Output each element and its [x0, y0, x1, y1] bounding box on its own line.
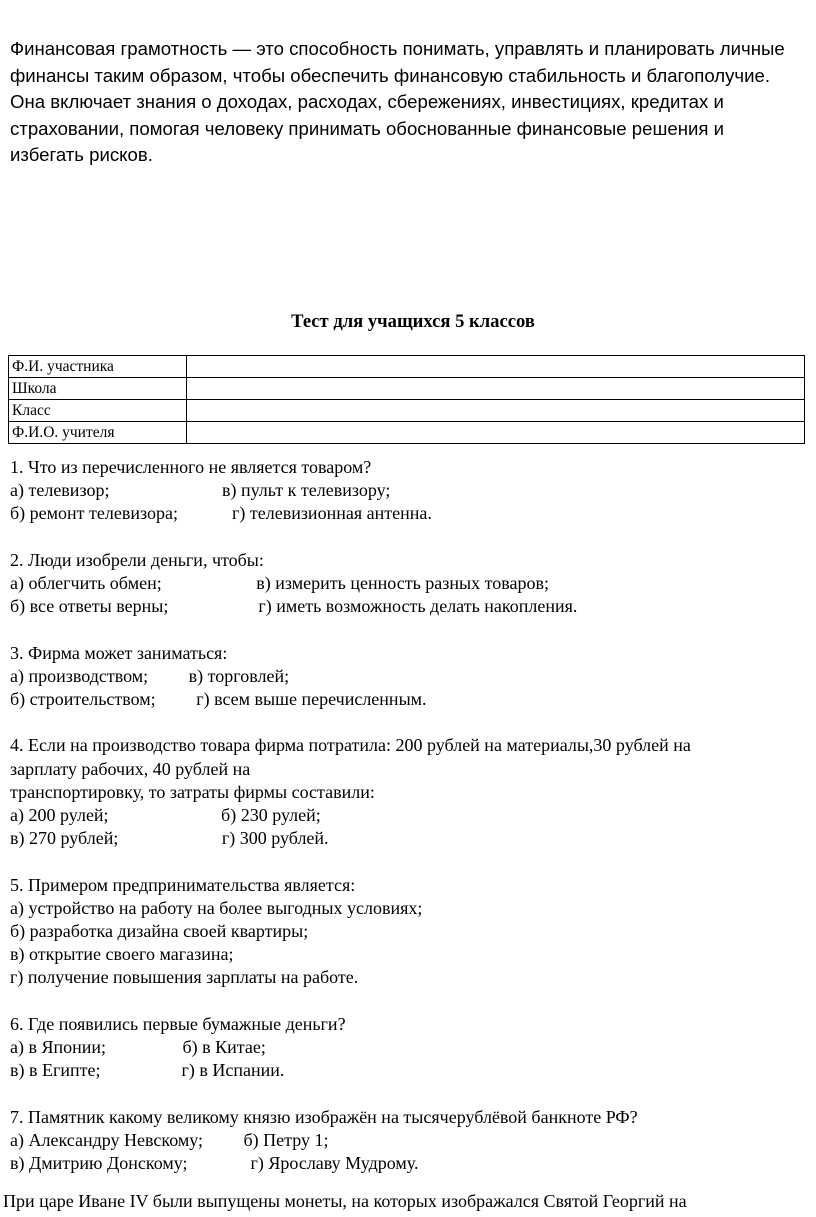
row-label: Класс: [9, 400, 187, 422]
question-text: зарплату рабочих, 40 рублей на: [10, 758, 251, 779]
table-row: [9, 400, 805, 422]
question-4: [10, 734, 810, 850]
answer-options: а) облегчить обмен; в) измерить ценность разных товаров;: [10, 573, 549, 593]
closing-text: При царе Иване IV были выпущены монеты, на которых изображался Святой Георгий на: [3, 1191, 687, 1211]
question-text: 4. Если на производство товара фирма потратила: 200 рублей на материалы,30 рублей на: [10, 735, 691, 756]
question-text: транспортировку, то затраты фирмы составили:: [10, 781, 375, 802]
answer-options: а) Александру Невскому; б) Петру 1;: [10, 1129, 329, 1150]
answer-options: б) строительством; г) всем выше перечисленным.: [10, 689, 427, 709]
question-3: [10, 642, 810, 712]
answer-options: б) все ответы верны; г) иметь возможность делать накопления.: [10, 596, 578, 617]
intro-paragraph: Финансовая грамотность — это способность понимать, управлять и планировать личные финансы таким образом, чтобы обеспечить финансовую стабильность и благополучие. Она включает знания о доходах, расходах, сбережениях, инвестициях, кредитах и страховании, помогая человеку принимать обоснованные финансовые решения и избегать рисков.: [10, 38, 785, 166]
row-value: [187, 378, 805, 400]
row-label: Школа: [9, 378, 187, 400]
questions-list: [10, 456, 810, 1198]
participant-info-table: [8, 355, 805, 444]
answer-option: б) разработка дизайна своей квартиры;: [10, 921, 309, 941]
answer-option: г) получение повышения зарплаты на работе.: [10, 967, 359, 988]
question-7: [10, 1106, 810, 1176]
question-text: 5. Примером предпринимательства является:: [10, 874, 356, 895]
question-text: 3. Фирма может заниматься:: [10, 642, 228, 663]
answer-option: а) устройство на работу на более выгодных условиях;: [10, 897, 423, 918]
table-row: [9, 422, 805, 444]
answer-options: в) в Египте; г) в Испании.: [10, 1060, 285, 1081]
answer-options: в) Дмитрию Донскому; г) Ярославу Мудрому.: [10, 1153, 419, 1173]
test-title: Тест для учащихся 5 классов: [291, 311, 535, 332]
question-5: [10, 874, 810, 990]
row-label: Ф.И.О. учителя: [9, 422, 187, 444]
question-text: 1. Что из перечисленного не является товаром?: [10, 457, 372, 477]
question-text: 6. Где появились первые бумажные деньги?: [10, 1013, 346, 1034]
table-row: [9, 356, 805, 378]
answer-options: б) ремонт телевизора; г) телевизионная антенна.: [10, 503, 432, 524]
question-1: [10, 456, 810, 526]
answer-option: в) открытие своего магазина;: [10, 944, 234, 965]
answer-options: в) 270 рублей; г) 300 рублей.: [10, 828, 329, 849]
answer-options: а) 200 рулей; б) 230 рулей;: [10, 805, 321, 825]
question-text: 7. Памятник какому великому князю изображён на тысячерублёвой банкноте РФ?: [10, 1106, 638, 1127]
answer-options: а) производством; в) торговлей;: [10, 665, 290, 686]
table-row: [9, 378, 805, 400]
question-6: [10, 1013, 810, 1083]
answer-options: а) телевизор; в) пульт к телевизору;: [10, 480, 391, 501]
row-value: [187, 422, 805, 444]
question-text: 2. Люди изобрели деньги, чтобы:: [10, 549, 264, 570]
question-2: [10, 549, 810, 619]
answer-options: а) в Японии; б) в Китае;: [10, 1037, 266, 1057]
row-label: Ф.И. участника: [9, 356, 187, 378]
row-value: [187, 356, 805, 378]
row-value: [187, 400, 805, 422]
